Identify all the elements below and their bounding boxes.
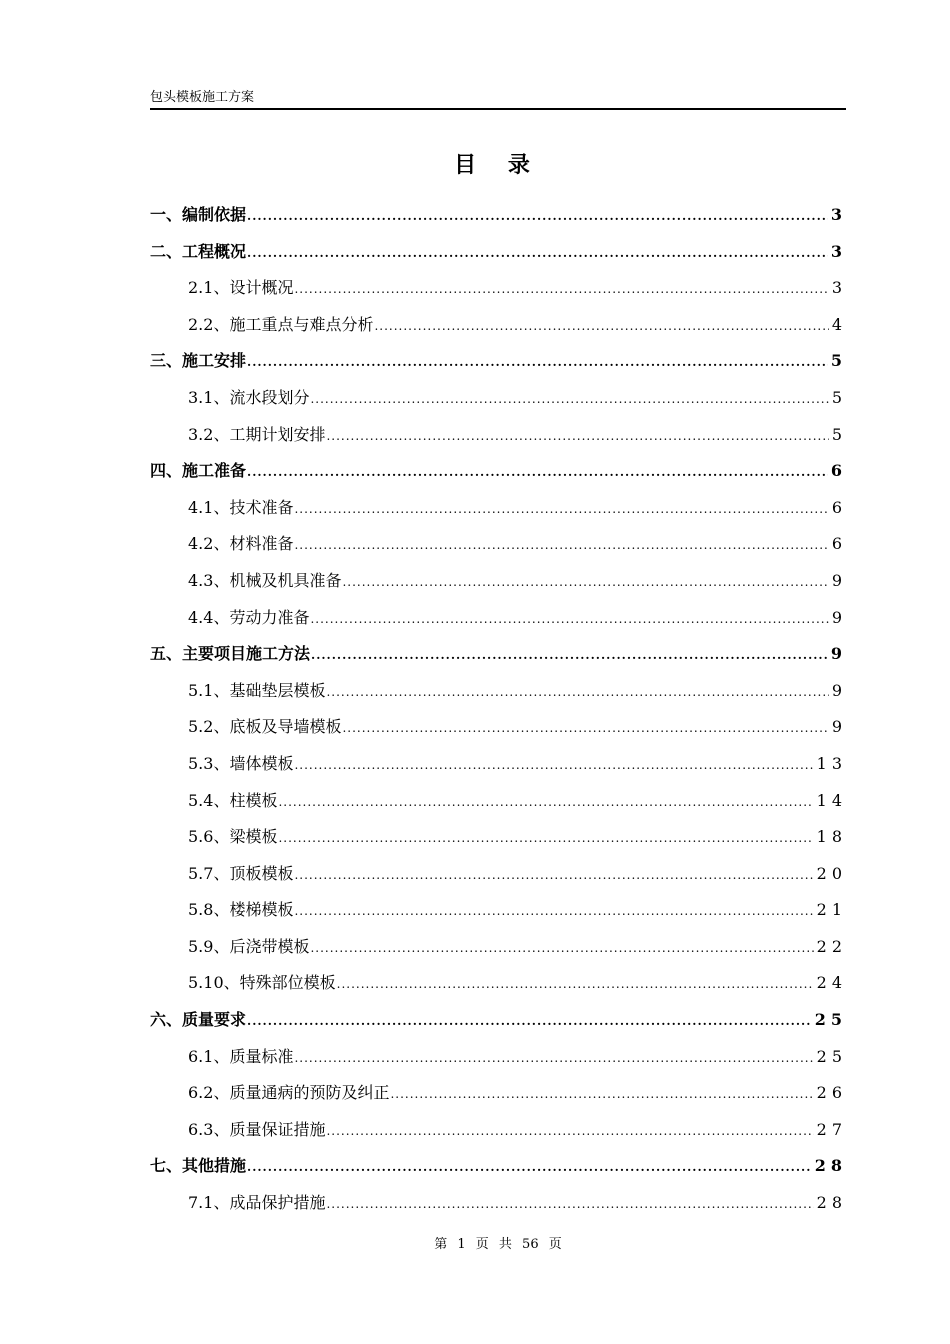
toc-entry-label: 7.1、成品保护措施 [188, 1193, 326, 1213]
toc-entry-label: 5.3、墙体模板 [188, 753, 294, 773]
toc-entry-section[interactable] [150, 892, 847, 929]
toc-entry-page-number: 24 [816, 973, 847, 993]
toc-entry-label: 二、工程概况 [150, 241, 247, 261]
toc-entry-label: 4.1、技术准备 [188, 497, 294, 517]
toc-entry-page-number: 14 [816, 790, 847, 810]
toc-entry-page-number: 18 [816, 827, 847, 847]
toc-entry-page-number: 21 [816, 900, 847, 920]
toc-entry-label: 五、主要项目施工方法 [150, 644, 311, 664]
toc-entry-label: 2.2、施工重点与难点分析 [188, 314, 374, 334]
toc-entry-label: 4.2、材料准备 [188, 534, 294, 554]
toc-entry-chapter[interactable] [150, 1002, 847, 1039]
toc-dot-leader [326, 1186, 813, 1223]
toc-entry-page-number: 28 [816, 1193, 847, 1213]
toc-entry-section[interactable] [150, 380, 847, 417]
toc-entry-section[interactable] [150, 490, 847, 527]
toc-entry-label: 5.8、楼梯模板 [188, 900, 294, 920]
page-header [150, 90, 846, 110]
toc-entry-page-number: 27 [816, 1119, 847, 1139]
toc-dot-leader [294, 491, 828, 528]
toc-dot-leader [247, 198, 828, 235]
toc-dot-leader [310, 381, 828, 418]
toc-entry-section[interactable] [150, 270, 847, 307]
toc-entry-page-number: 26 [816, 1083, 847, 1103]
toc-entry-page-number: 5 [831, 387, 847, 407]
toc-entry-section[interactable] [150, 673, 847, 710]
toc-dot-leader [326, 674, 828, 711]
toc-entry-section[interactable] [150, 600, 847, 637]
toc-entry-section[interactable] [150, 929, 847, 966]
toc-entry-page-number: 3 [830, 241, 847, 261]
toc-entry-page-number: 9 [831, 607, 847, 627]
toc-entry-page-number: 3 [830, 205, 847, 224]
toc-dot-leader [278, 784, 813, 821]
toc-entry-label: 4.3、机械及机具准备 [188, 570, 342, 590]
toc-entry-section[interactable] [150, 563, 847, 600]
toc-entry-section[interactable] [150, 746, 847, 783]
toc-entry-page-number: 9 [831, 717, 847, 737]
toc-entry-label: 6.2、质量通病的预防及纠正 [188, 1083, 390, 1103]
toc-dot-leader [342, 710, 828, 747]
toc-entry-page-number: 28 [814, 1156, 847, 1176]
toc-dot-leader [342, 564, 828, 601]
toc-entry-label: 3.1、流水段划分 [188, 387, 310, 407]
toc-entry-page-number: 4 [831, 314, 847, 334]
toc-entry-label: 5.4、柱模板 [188, 790, 278, 810]
toc-entry-section[interactable] [150, 819, 847, 856]
toc-dot-leader [247, 1003, 812, 1040]
table-of-contents [150, 197, 847, 1222]
toc-entry-section[interactable] [150, 856, 847, 893]
toc-entry-page-number: 5 [830, 351, 847, 371]
toc-entry-label: 6.3、质量保证措施 [188, 1119, 326, 1139]
toc-entry-page-number: 5 [831, 424, 847, 444]
toc-entry-section[interactable] [150, 526, 847, 563]
toc-entry-label: 5.6、梁模板 [188, 827, 278, 847]
toc-entry-page-number: 9 [831, 680, 847, 700]
toc-entry-chapter[interactable] [150, 1148, 847, 1185]
toc-entry-label: 4.4、劳动力准备 [188, 607, 310, 627]
toc-entry-label: 5.7、顶板模板 [188, 863, 294, 883]
toc-entry-page-number: 9 [831, 570, 847, 590]
toc-entry-section[interactable] [150, 1039, 847, 1076]
toc-entry-section[interactable] [150, 417, 847, 454]
toc-title: 目 录 [454, 152, 542, 178]
toc-entry-chapter[interactable] [150, 197, 847, 234]
toc-entry-section[interactable] [150, 307, 847, 344]
toc-entry-chapter[interactable] [150, 234, 847, 271]
toc-dot-leader [294, 1040, 813, 1077]
toc-dot-leader [310, 601, 828, 638]
toc-entry-label: 5.1、基础垫层模板 [188, 680, 326, 700]
toc-entry-page-number: 6 [831, 497, 847, 517]
toc-entry-label: 六、质量要求 [150, 1010, 247, 1030]
toc-entry-label: 5.2、底板及导墙模板 [188, 717, 342, 737]
toc-entry-page-number: 25 [814, 1010, 847, 1030]
toc-dot-leader [294, 527, 828, 564]
toc-dot-leader [374, 308, 828, 345]
toc-entry-section[interactable] [150, 965, 847, 1002]
toc-dot-leader [294, 857, 813, 894]
toc-dot-leader [337, 966, 814, 1003]
toc-dot-leader [247, 1149, 812, 1186]
toc-entry-page-number: 3 [831, 278, 847, 298]
toc-dot-leader [326, 418, 828, 455]
toc-entry-page-number: 9 [830, 644, 847, 664]
toc-entry-section[interactable] [150, 1185, 847, 1222]
toc-entry-label: 5.10、特殊部位模板 [188, 973, 336, 993]
toc-dot-leader [247, 454, 828, 491]
toc-entry-section[interactable] [150, 709, 847, 746]
toc-dot-leader [294, 893, 813, 930]
toc-dot-leader [247, 235, 828, 272]
toc-entry-page-number: 6 [831, 534, 847, 554]
toc-entry-chapter[interactable] [150, 636, 847, 673]
toc-dot-leader [247, 344, 828, 381]
header-title: 包头模板施工方案 [150, 90, 255, 105]
toc-entry-section[interactable] [150, 1075, 847, 1112]
toc-dot-leader [311, 637, 828, 674]
toc-entry-label: 三、施工安排 [150, 351, 247, 371]
toc-entry-label: 四、施工准备 [150, 461, 247, 481]
toc-entry-section[interactable] [150, 1112, 847, 1149]
toc-entry-page-number: 25 [816, 1046, 847, 1066]
toc-entry-label: 七、其他措施 [150, 1156, 247, 1176]
toc-entry-section[interactable] [150, 783, 847, 820]
toc-dot-leader [310, 930, 813, 967]
toc-entry-label: 2.1、设计概况 [188, 278, 294, 298]
toc-dot-leader [294, 271, 828, 308]
toc-dot-leader [326, 1113, 813, 1150]
toc-entry-label: 6.1、质量标准 [188, 1046, 294, 1066]
page-footer: 第 1 页 共 56 页 [434, 1237, 562, 1252]
toc-entry-chapter[interactable] [150, 453, 847, 490]
toc-entry-page-number: 13 [816, 753, 847, 773]
toc-entry-label: 5.9、后浇带模板 [188, 936, 310, 956]
toc-entry-page-number: 22 [816, 936, 847, 956]
toc-entry-label: 一、编制依据 [150, 205, 247, 224]
toc-entry-page-number: 6 [830, 461, 847, 481]
toc-entry-chapter[interactable] [150, 343, 847, 380]
toc-dot-leader [278, 820, 813, 857]
toc-dot-leader [390, 1076, 813, 1113]
toc-entry-label: 3.2、工期计划安排 [188, 424, 326, 444]
toc-dot-leader [294, 747, 813, 784]
toc-entry-page-number: 20 [816, 863, 847, 883]
